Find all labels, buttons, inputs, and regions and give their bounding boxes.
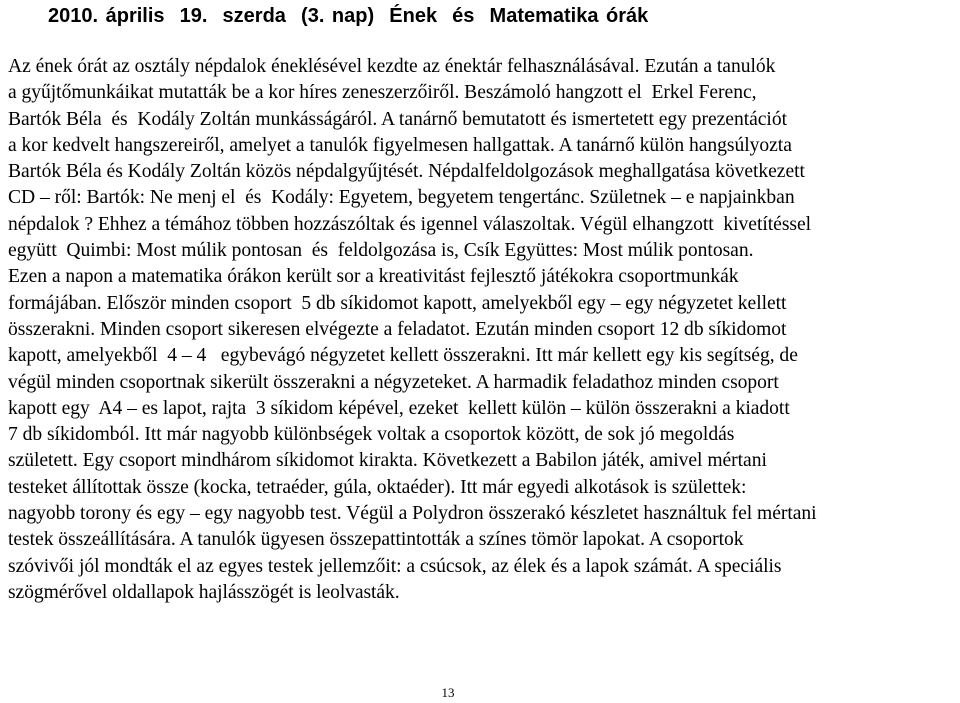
text-line: együtt Quimbi: Most múlik pontosan és feldolgozása is, Csík Együttes: Most múlik pontosan. (8, 240, 754, 262)
text-line: Ezen a napon a matematika órákon került sor a kreativitást fejlesztő játékokra csoportmunkák (8, 266, 739, 288)
text-line: a gyűjtőmunkáikat mutatták be a kor híres zeneszerzőiről. Beszámoló hangzott el Erkel Ferenc, (8, 82, 757, 104)
text-line: Bartók Béla és Kodály Zoltán közös népdalgyűjtését. Népdalfeldolgozások meghallgatása következett (8, 161, 805, 183)
text-line: összerakni. Minden csoport sikeresen elvégezte a feladatot. Ezután minden csoport 12 db síkidomot (8, 318, 787, 340)
text-line: 7 db síkidomból. Itt már nagyobb különbségek voltak a csoportok között, de sok jó megoldás (8, 424, 735, 446)
text-line: Bartók Béla és Kodály Zoltán munkásságáról. A tanárnő bemutatott és ismertetett egy prezentációt (8, 108, 787, 130)
text-line: nagyobb torony és egy – egy nagyobb test. Végül a Polydron összerakó készletet használtuk fel mértani (8, 503, 817, 525)
text-line: Az ének órát az osztály népdalok éneklésével kezdte az énektár felhasználásával. Ezután a tanulók (8, 56, 776, 77)
text-line: népdalok ? Ehhez a témához többen hozzászóltak és igennel válaszoltak. Végül elhangzott kivetítéssel (8, 213, 812, 235)
text-line: testek összeállítására. A tanulók ügyesen összepattintották a színes tömör lapokat. A csoportok (8, 529, 744, 551)
report-body (8, 54, 958, 606)
text-line: testeket állítottak össze (kocka, tetraéder, gúla, oktaéder). Itt már egyedi alkotások is születtek: (8, 476, 747, 498)
text-line: kapott, amelyekből 4 – 4 egybevágó négyzetet kellett összerakni. Itt már kellett egy kis segítség, de (8, 345, 798, 367)
text-line: szóvivői jól mondták el az egyes testek jellemzőit: a csúcsok, az élek és a lapok számát. A speciális (8, 555, 782, 577)
text-line: született. Egy csoport mindhárom síkidomot kirakta. Következett a Babilon játék, amivel mértani (8, 450, 767, 472)
text-line: kapott egy A4 – es lapot, rajta 3 síkidom képével, ezeket kellett külön – külön összerakni a kiadott (8, 397, 790, 419)
text-line: végül minden csoportnak sikerült összerakni a négyzeteket. A harmadik feladathoz minden csoport (8, 371, 779, 393)
day-heading: 2010. április 19. szerda (3. nap) Ének és Matematika órák (48, 5, 649, 27)
text-line: CD – ről: Bartók: Ne menj el és Kodály: Egyetem, begyetem tengertánc. Születnek – e napjainkban (8, 187, 795, 209)
page-number: 13 (441, 685, 455, 700)
text-line: a kor kedvelt hangszereiről, amelyet a tanulók figyelmesen hallgattak. A tanárnő külön hangsúlyozta (8, 134, 792, 156)
text-line: formájában. Először minden csoport 5 db síkidomot kapott, amelyekből egy – egy négyzetet kellett (8, 292, 787, 314)
text-line: szögmérővel oldallapok hajlásszögét is leolvasták. (8, 581, 400, 603)
